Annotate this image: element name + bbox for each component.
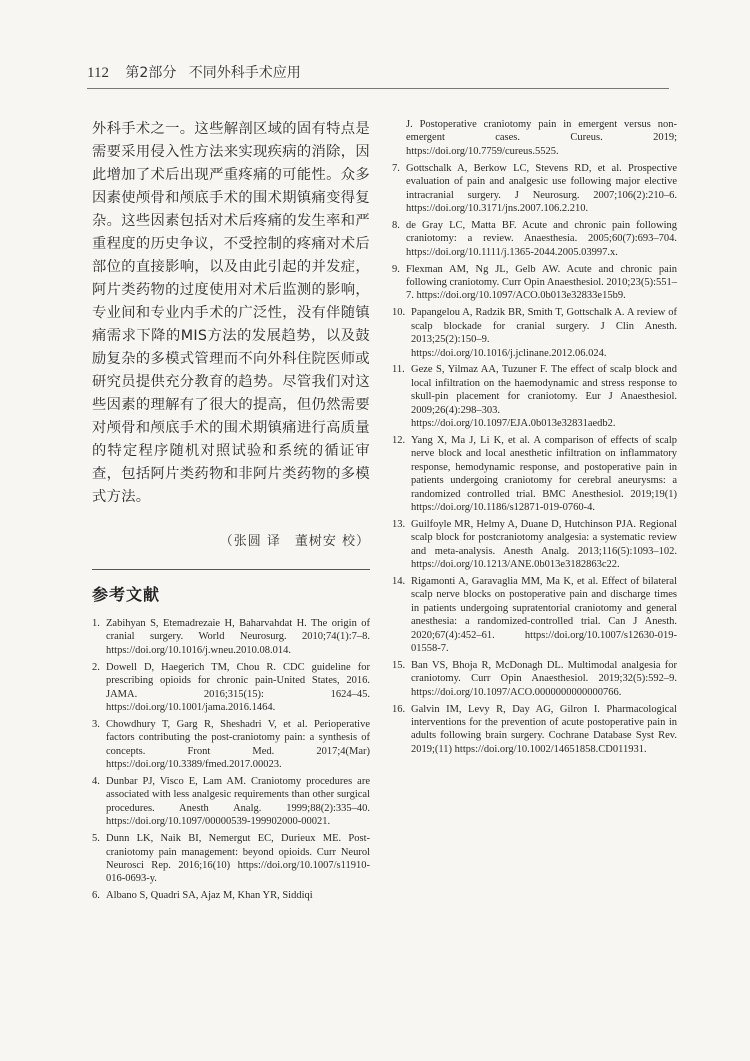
reference-number: 15. xyxy=(392,659,406,671)
references-list-left xyxy=(92,617,370,903)
reference-text: Geze S, Yilmaz AA, Tuzuner F. The effect of scalp block and local infiltration on the haemodynamic and stress response to skull-pin placement for craniotomy. Eur J Anaesthesiol. 2009;26(4):298–303. https://doi.org/10.1097/EJA.0b013e32831aedb2. xyxy=(411,364,677,430)
references-list-right xyxy=(392,118,677,756)
reference-text: Ban VS, Bhoja R, McDonagh DL. Multimodal analgesia for craniotomy. Curr Opin Anaesthesiol. 2019;32(5):592–9. https://doi.org/10.1097/ACO.0000000000000766. xyxy=(411,659,677,698)
reference-item xyxy=(392,219,677,259)
reference-number: 14. xyxy=(392,576,406,587)
reference-text: Gottschalk A, Berkow LC, Stevens RD, et al. Prospective evaluation of pain and analgesic use following major elective intracranial surgery. J Neurosurg. 2007;106(2):210–6. https://doi.org/10.3171/jns.2007.106.2.210. xyxy=(406,162,677,214)
reference-number: 9. xyxy=(392,263,400,275)
reference-item xyxy=(392,518,677,572)
reference-text: de Gray LC, Matta BF. Acute and chronic pain following craniotomy: a review. Anaesthesia. 2005;60(7):693–704. https://doi.org/10.1111/j.1365-2044.2005.03997.x. xyxy=(406,219,677,258)
reference-text: Guilfoyle MR, Helmy A, Duane D, Hutchinson PJA. Regional scalp block for postcraniotomy analgesia: a systematic review and meta-analysis. Anesth Analg. 2013;116(5):1093–102. https://doi.org/10.1213/ANE.0b013e3182863c22. xyxy=(411,518,677,571)
section-divider xyxy=(92,569,370,570)
reference-text: Papangelou A, Radzik BR, Smith T, Gottschalk A. A review of scalp blockade for cranial surgery. J Clin Anesth. 2013;25(2):150–9. https://doi.org/10.1016/j.jclinane.2012.06.024. xyxy=(411,307,677,359)
page-number: 112 xyxy=(87,65,109,81)
reference-item xyxy=(92,832,370,886)
reference-number: 11. xyxy=(392,364,405,376)
reference-item xyxy=(392,306,677,360)
reference-text: Dunn LK, Naik BI, Nemergut EC, Durieux ME. Post-craniotomy pain management: beyond opioids. Curr Neurol Neurosci Rep. 2016;16(10) https://doi.org/10.1007/s11910-016-0693-y. xyxy=(106,833,370,885)
reference-number: 10. xyxy=(392,307,406,319)
reference-number: 8. xyxy=(392,219,400,231)
reference-number: 4. xyxy=(92,775,100,787)
reference-number: 13. xyxy=(392,518,406,530)
reference-number: 2. xyxy=(92,661,100,673)
reference-item xyxy=(392,575,677,655)
reference-item xyxy=(392,659,677,699)
references-heading: 参考文献 xyxy=(92,585,161,604)
reference-item xyxy=(92,718,370,772)
reference-number: 3. xyxy=(92,718,100,730)
reference-number: 6. xyxy=(92,890,100,902)
reference-item xyxy=(392,118,677,158)
translator-credit: （张圆 译 董树安 校） xyxy=(219,534,370,549)
header-title: 不同外科手术应用 xyxy=(188,65,301,81)
reference-item xyxy=(92,889,370,902)
reference-item xyxy=(392,263,677,303)
reference-text: Dowell D, Haegerich TM, Chou R. CDC guideline for prescribing opioids for chronic pain-United States, 2016. JAMA. 2016;315(15): 1624–45. https://doi.org/10.1001/jama.2016.1464. xyxy=(106,661,370,713)
reference-number: 12. xyxy=(392,434,406,446)
reference-text: Zabihyan S, Etemadrezaie H, Baharvahdat H. The origin of cranial surgery. World Neurosurg. 2010;74(1):7–8. https://doi.org/10.1016/j.wneu.2010.08.014. xyxy=(106,618,370,656)
reference-number: 7. xyxy=(392,162,400,174)
reference-text: Rigamonti A, Garavaglia MM, Ma K, et al. Effect of bilateral scalp nerve blocks on postoperative pain and discharge times in patients undergoing supratentorial craniotomy and general anesthesia: a randomized-controlled trial. Can J Anesth. 2020;67(4):452–61. https://doi.org/10.1007/s12630-019-01558-7. xyxy=(411,576,677,655)
reference-item xyxy=(92,775,370,829)
reference-text: Flexman AM, Ng JL, Gelb AW. Acute and chronic pain following craniotomy. Curr Opin Anaesthesiol. 2010;23(5):551–7. https://doi.org/10.1097/ACO.0b013e32833e15b9. xyxy=(406,263,677,302)
reference-text: Dunbar PJ, Visco E, Lam AM. Craniotomy procedures are associated with less analgesic requirements than other surgical procedures. Anesth Analg. 1999;88(2):335–40. https://doi.org/10.1097/00000539-199902000-00021. xyxy=(106,775,370,828)
reference-text: Yang X, Ma J, Li K, et al. A comparison of effects of scalp nerve block and local anesthetic infiltration on inflammatory response, hemodynamic response, and postoperative pain in patients undergoing craniotomy for cerebral aneurysms: a randomized controlled trial. BMC Anesthesiol. 2019;19(1) https://doi.org/10.1186/s12871-019-0760-4. xyxy=(411,434,677,513)
reference-text: Chowdhury T, Garg R, Sheshadri V, et al. Perioperative factors contributing the post-craniotomy pain: a synthesis of concepts. Front Med. 2017;4(Mar) https://doi.org/10.3389/fmed.2017.00023. xyxy=(106,718,370,771)
reference-text: J. Postoperative craniotomy pain in emergent versus non-emergent cases. Cureus. 2019; https://doi.org/10.7759/cureus.5525. xyxy=(406,119,677,157)
running-header xyxy=(87,62,669,82)
reference-number: 1. xyxy=(92,618,100,629)
reference-number: 16. xyxy=(392,703,406,715)
reference-item xyxy=(92,661,370,715)
reference-item xyxy=(392,434,677,514)
reference-item xyxy=(392,703,677,757)
reference-text: Albano S, Quadri SA, Ajaz M, Khan YR, Siddiqi xyxy=(106,890,313,902)
body-paragraph: 外科手术之一。这些解剖区域的固有特点是需要采用侵入性方法来实现疾病的消除，因此增加了术后出现严重疼痛的可能性。众多因素使颅骨和颅底手术的围术期镇痛变得复杂。这些因素包括对术后疼痛的发生率和严重程度的历史争议，不受控制的疼痛对术后部位的直接影响，以及由此引起的并发症，阿片类药物的过度使用对术后监测的影响，专业间和专业内手术的广泛性，没有伴随镇痛需求下降的MIS方法的发展趋势，以及鼓励复杂的多模式管理而不向外科住院医师或研究员提供充分教育的趋势。尽管我们对这些因素的理解有了很大的提高，但仍然需要对颅骨和颅底手术的围术期镇痛进行高质量的特定程序随机对照试验和系统的循证审查，包括阿片类药物和非阿片类药物的多模式方法。 xyxy=(92,121,370,505)
reference-item xyxy=(92,617,370,657)
reference-item xyxy=(392,162,677,216)
reference-item xyxy=(392,363,677,430)
reference-number: 5. xyxy=(92,833,100,845)
reference-text: Galvin IM, Levy R, Day AG, Gilron I. Pharmacological interventions for the prevention of acute postoperative pain in adults following brain surgery. Cochrane Database Syst Rev. 2019;(11) https://doi.org/10.1002/14651858.CD011931. xyxy=(411,703,677,755)
left-column xyxy=(92,118,370,906)
part-label: 第2部分 xyxy=(125,65,177,81)
right-column xyxy=(392,118,677,760)
header-rule xyxy=(87,88,669,89)
